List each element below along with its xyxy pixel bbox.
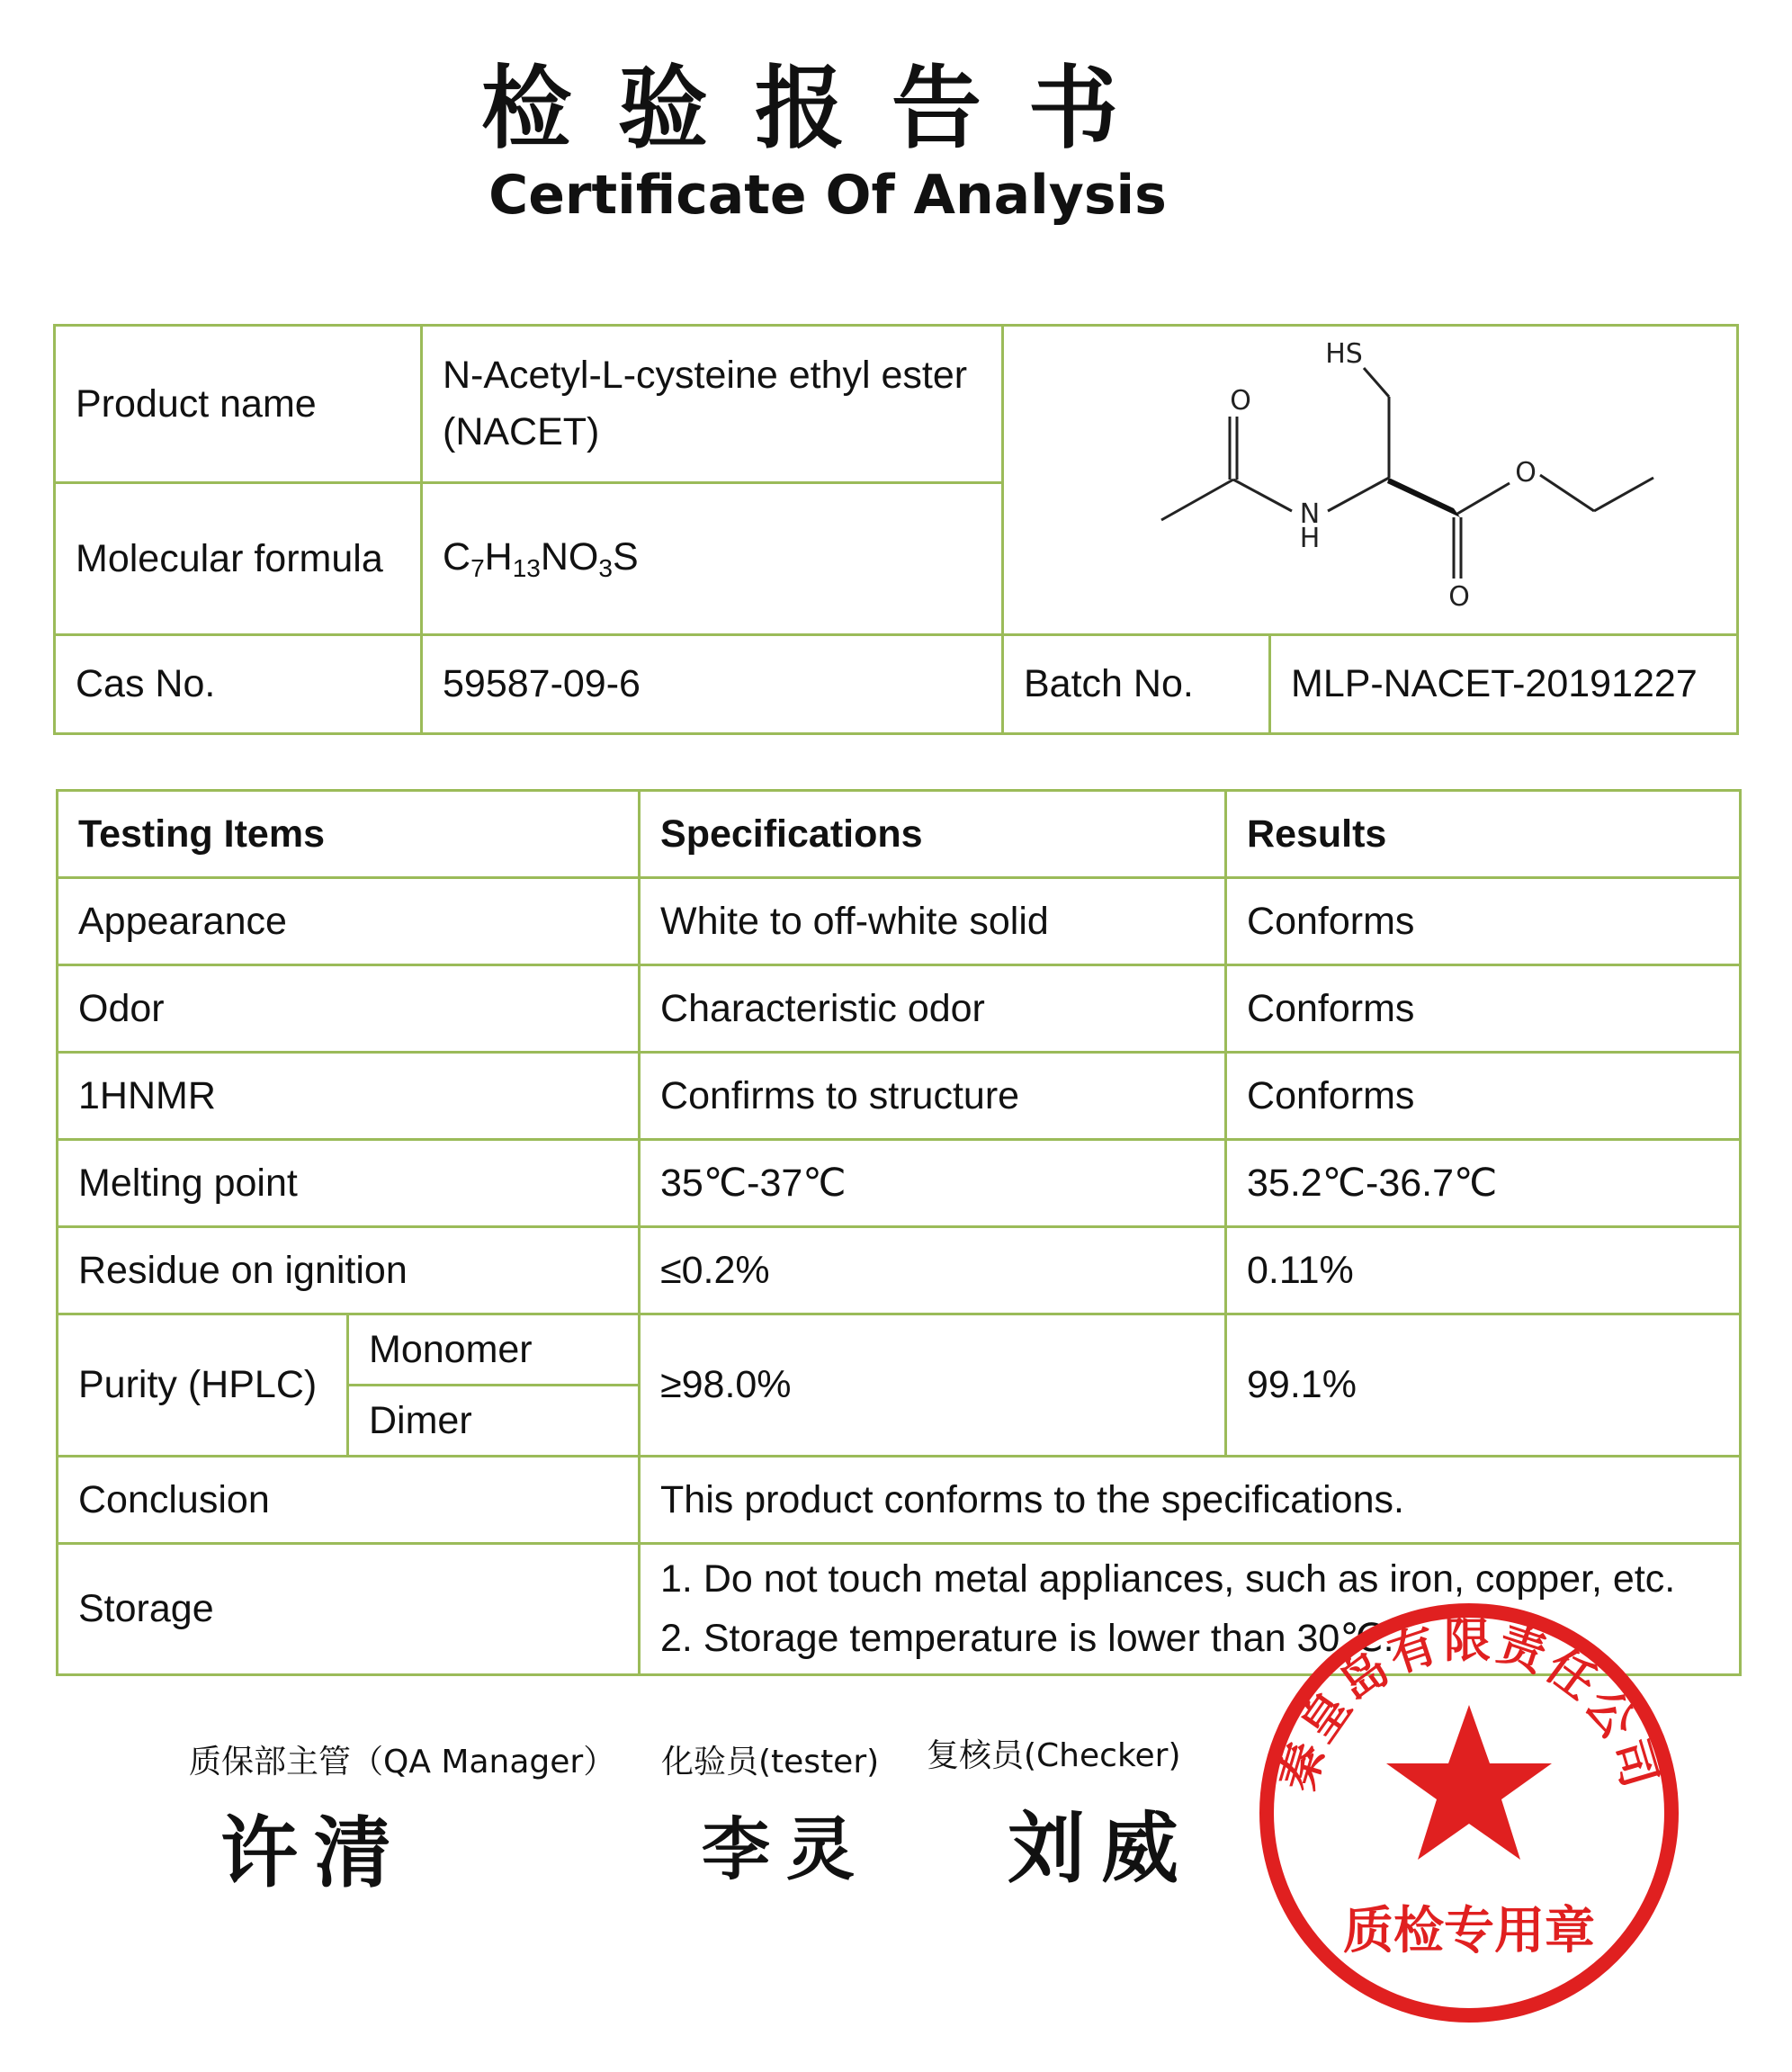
test-spec: 35℃-37℃ (640, 1140, 1226, 1227)
conclusion-text: This product conforms to the specifications. (640, 1457, 1741, 1544)
purity-monomer-label: Monomer (349, 1315, 638, 1386)
seal-company-name: 秦皇岛有限责任公司 (1269, 1613, 1669, 1798)
oxygen-atom-label: O (1230, 385, 1251, 417)
qa-manager-signature: 许清 (220, 1807, 408, 1898)
test-result: 35.2℃-36.7℃ (1226, 1140, 1741, 1227)
table-row (58, 1140, 1741, 1227)
batch-value: MLP-NACET-20191227 (1270, 635, 1738, 734)
cas-label: Cas No. (55, 635, 422, 734)
purity-result: 99.1% (1226, 1314, 1741, 1457)
test-result: 0.11% (1226, 1227, 1741, 1314)
test-item: Appearance (58, 878, 640, 965)
test-spec: ≤0.2% (640, 1227, 1226, 1314)
test-item: Residue on ignition (58, 1227, 640, 1314)
hydrogen-atom-label: H (1299, 523, 1321, 554)
tester-signature: 李灵 (702, 1809, 871, 1889)
batch-label: Batch No. (1003, 635, 1270, 734)
formula-label: Molecular formula (55, 483, 422, 635)
test-results-table (56, 789, 1742, 1676)
star-icon (1386, 1705, 1552, 1860)
product-name-value (422, 326, 1003, 483)
test-spec: White to off-white solid (640, 878, 1226, 965)
tester-label: 化验员(tester) (661, 1744, 880, 1780)
conclusion-label: Conclusion (58, 1457, 640, 1544)
structure-cell (1003, 326, 1738, 635)
title-chinese: 检验报告书 (481, 55, 1165, 161)
seal-bottom-text: 质检专用章 (1343, 1901, 1595, 1960)
table-row (58, 965, 1741, 1053)
test-result: Conforms (1226, 1053, 1741, 1140)
product-name-label: Product name (55, 326, 422, 483)
cas-value: 59587-09-6 (422, 635, 1003, 734)
storage-label: Storage (58, 1544, 640, 1675)
product-info-table (53, 324, 1739, 735)
product-name-line1: N-Acetyl-L-cysteine ethyl ester (443, 354, 968, 398)
formula-value: $C_7H_{13}NO_3S$ (422, 483, 1003, 635)
storage-line1: 1. Do not touch metal appliances, such as iron, copper, etc. (660, 1557, 1676, 1601)
purity-dimer-label: Dimer (369, 1398, 472, 1442)
table-header-row (58, 791, 1741, 878)
thiol-label: HS (1325, 338, 1363, 370)
purity-spec: ≥98.0% (640, 1314, 1226, 1457)
header-results: Results (1226, 791, 1741, 878)
company-seal-stamp (1253, 1597, 1685, 2029)
carbonyl-oxygen-label: O (1448, 581, 1470, 613)
test-spec: Confirms to structure (640, 1053, 1226, 1140)
header-specifications: Specifications (640, 791, 1226, 878)
ester-oxygen-label: O (1515, 457, 1537, 489)
purity-row (58, 1314, 1741, 1457)
nitrogen-atom-label: N (1299, 498, 1321, 530)
checker-signature: 刘威 (1008, 1803, 1195, 1894)
table-row (58, 1227, 1741, 1314)
purity-label: Purity (HPLC) (58, 1314, 348, 1457)
product-name-line2: (NACET) (443, 410, 600, 454)
table-row (58, 1053, 1741, 1140)
test-result: Conforms (1226, 878, 1741, 965)
test-spec: Characteristic odor (640, 965, 1226, 1053)
conclusion-row (58, 1457, 1741, 1544)
qa-manager-label: 质保部主管（QA Manager） (189, 1744, 616, 1780)
checker-label: 复核员(Checker) (927, 1737, 1181, 1774)
test-item: Melting point (58, 1140, 640, 1227)
title-english: Certificate Of Analysis (488, 164, 1167, 227)
storage-line2: 2. Storage temperature is lower than 30℃. (660, 1617, 1394, 1660)
chemical-structure-image (1004, 327, 1740, 623)
table-row (58, 878, 1741, 965)
test-item: Odor (58, 965, 640, 1053)
test-item: 1HNMR (58, 1053, 640, 1140)
header-testing-items: Testing Items (58, 791, 640, 878)
purity-subitems (348, 1314, 640, 1457)
test-result: Conforms (1226, 965, 1741, 1053)
